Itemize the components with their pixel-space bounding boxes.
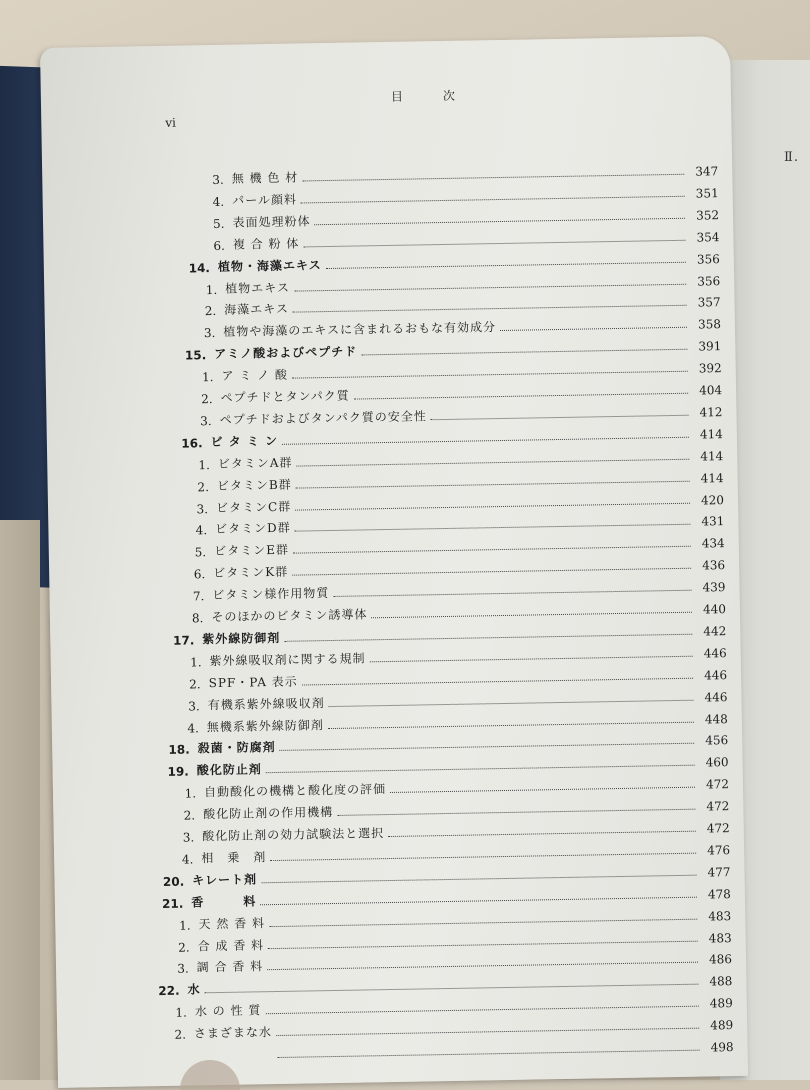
toc-title: 水 の 性 質 (194, 1003, 262, 1019)
toc-number: 22. (158, 984, 180, 999)
toc-number: 2. (183, 808, 196, 823)
toc-page-number: 440 (702, 602, 727, 617)
toc-dot-leader (371, 612, 691, 619)
toc-page-number: 356 (696, 251, 720, 267)
toc-number: 2. (174, 1027, 187, 1042)
toc-page-number: 460 (705, 755, 729, 770)
toc-number: 4. (195, 523, 208, 538)
toc-title: 酸化防止剤 (196, 762, 262, 778)
toc-page-number: 439 (702, 580, 726, 595)
toc-number: 1. (190, 655, 202, 670)
toc-title: さまざまな水 (193, 1025, 273, 1041)
toc-page-number: 354 (696, 229, 720, 245)
toc-page-number: 472 (706, 799, 730, 814)
toc-page-number: 414 (700, 448, 724, 464)
toc-page-number: 488 (709, 974, 733, 989)
toc-title: 水 (187, 982, 201, 997)
toc-title: 植物・海藻エキス (217, 257, 322, 274)
toc-number: 5. (194, 545, 207, 560)
toc-number: 2. (197, 479, 210, 494)
toc-dot-leader (296, 480, 690, 488)
toc-title: 香 料 (191, 894, 257, 910)
toc-number: 1. (175, 1005, 188, 1020)
toc-title: ビ タ ミ ン (210, 433, 279, 449)
toc-page-number: 446 (704, 689, 728, 705)
background-fabric-lower (0, 520, 40, 1080)
toc-page-number: 448 (704, 711, 728, 726)
toc-number: 2. (201, 392, 213, 407)
toc-number: 3. (188, 698, 200, 714)
toc-number: 3. (212, 172, 224, 188)
toc-title: ビタミンK群 (213, 564, 289, 581)
toc-page-number: 483 (708, 908, 732, 924)
toc-dot-leader (388, 831, 696, 837)
toc-title: ア ミ ノ 酸 (221, 367, 289, 383)
toc-page-number: 347 (695, 164, 719, 179)
toc-dot-leader (500, 327, 687, 331)
toc-dot-leader (282, 437, 689, 445)
toc-title: そのほかのビタミン誘導体 (211, 607, 368, 625)
toc-page-number: 420 (700, 492, 725, 508)
toc-number: 20. (162, 874, 185, 889)
toc-page-number: 434 (701, 536, 725, 551)
toc-dot-leader (328, 721, 694, 728)
toc-page-number: 404 (699, 383, 723, 398)
toc-number: 4. (181, 852, 194, 867)
toc-number: 1. (205, 282, 218, 297)
toc-page-number: 477 (707, 864, 731, 880)
toc-page-number: 414 (700, 470, 724, 486)
toc-dot-leader (326, 261, 686, 268)
toc-number: 3. (177, 961, 189, 977)
toc-dot-leader (293, 305, 687, 313)
toc-title: 無機系紫外線防御剤 (206, 717, 324, 734)
toc-title: ビタミンB群 (216, 477, 292, 493)
toc-title: 表面処理粉体 (232, 214, 311, 230)
toc-dot-leader (329, 699, 694, 706)
toc-number: 3. (182, 830, 195, 845)
toc-title: 酸化防止剤の効力試験法と選択 (202, 826, 385, 844)
toc-number: 1. (179, 918, 191, 933)
toc-number: 5. (212, 216, 225, 231)
toc-title: 殺菌・防腐剤 (197, 740, 276, 756)
toc-number: 4. (187, 720, 199, 736)
toc-title: ビタミンD群 (214, 521, 291, 537)
toc-page-number: 431 (701, 514, 725, 529)
toc-title: アミノ酸およびペプチド (214, 344, 358, 362)
toc-dot-leader (295, 502, 690, 510)
toc-number: 21. (161, 896, 184, 911)
toc-title: 自動酸化の機構と酸化度の評価 (203, 782, 387, 800)
toc-page-number: 352 (695, 207, 720, 223)
toc-page-number: 478 (707, 886, 731, 902)
toc-page-number: 358 (697, 317, 722, 332)
toc-page-number: 442 (703, 624, 727, 639)
toc-title: 酸化防止剤の作用機構 (203, 805, 334, 822)
toc-page-number: 456 (705, 733, 729, 748)
toc-number: 1. (201, 370, 214, 385)
toc-number: 3. (200, 413, 212, 429)
toc-title: 植物や海藻のエキスに含まれるおもな有効成分 (223, 320, 497, 340)
toc-title: キレート剤 (192, 872, 258, 888)
toc-title: ビタミンC群 (215, 499, 292, 515)
toc-page-number: 436 (702, 558, 726, 573)
toc-dot-leader (292, 371, 688, 379)
toc-page-number: 489 (710, 1018, 734, 1033)
toc-title: 紫外線防御剤 (202, 630, 281, 647)
page-header: 目 次 (390, 88, 470, 104)
toc-title: ペプチドとタンパク質 (220, 388, 350, 405)
toc-dot-leader (390, 787, 695, 793)
toc-dot-leader (354, 393, 688, 400)
book-page (40, 36, 748, 1088)
toc-number: 6. (213, 238, 226, 253)
right-page-section-mark: Ⅱ. (784, 150, 799, 165)
page-number: vi (165, 115, 177, 130)
toc-page-number: 412 (699, 405, 723, 420)
toc-dot-leader (294, 283, 686, 291)
toc-title: 天 然 香 料 (198, 915, 266, 931)
toc-dot-leader (293, 546, 691, 554)
toc-number: 16. (181, 436, 203, 451)
toc-page-number: 391 (698, 339, 722, 354)
toc-number: 6. (193, 567, 206, 582)
toc-dot-leader (278, 1050, 700, 1058)
toc-number: 18. (168, 742, 190, 758)
toc-number: 8. (191, 611, 204, 626)
toc-dot-leader (302, 174, 684, 182)
toc-page-number: 351 (695, 186, 719, 201)
toc-number: 1. (198, 457, 210, 472)
toc-dot-leader (370, 655, 693, 662)
toc-dot-leader (333, 590, 691, 597)
toc-dot-leader (337, 809, 695, 816)
toc-page-number: 392 (698, 361, 722, 376)
toc-number: 2. (178, 940, 190, 955)
toc-title: ビタミンA群 (217, 455, 293, 471)
toc-title: ビタミン様作用物質 (212, 586, 330, 603)
toc-number: 4. (212, 194, 225, 209)
toc-page-number: 414 (699, 426, 723, 442)
toc-page-number: 498 (710, 1040, 734, 1055)
toc-title: 調 合 香 料 (196, 959, 264, 975)
toc-number: 17. (172, 633, 195, 648)
toc-page-number: 472 (706, 821, 730, 836)
toc-dot-leader (295, 524, 691, 532)
toc-page-number: 486 (708, 952, 733, 967)
toc-page-number: 472 (705, 777, 730, 792)
toc-title: パール顔料 (232, 192, 298, 208)
toc-dot-leader (361, 349, 687, 356)
toc-number: 2. (204, 304, 217, 319)
toc-number: 1. (184, 786, 197, 801)
toc-number: 3. (196, 501, 209, 516)
toc-number: 7. (192, 589, 205, 604)
toc-title: SPF・PA 表示 (208, 674, 298, 690)
toc-dot-leader (315, 218, 685, 225)
toc-page-number: 489 (709, 996, 733, 1011)
toc-dot-leader (292, 568, 691, 576)
toc-title: 紫外線吸収剤に関する規制 (209, 651, 366, 668)
toc-page-number: 446 (704, 667, 728, 683)
toc-number: 14. (188, 260, 211, 276)
toc-page-number: 356 (697, 273, 721, 289)
toc-page-number: 357 (697, 295, 721, 310)
toc-number: 2. (189, 676, 201, 692)
toc-title: 有機系紫外線吸収剤 (207, 695, 325, 712)
toc-title: ビタミンE群 (214, 543, 290, 559)
toc-number: 19. (167, 764, 189, 780)
toc-title: 植物エキス (225, 280, 291, 296)
toc-title: 合 成 香 料 (197, 937, 265, 953)
toc-page-number: 476 (707, 842, 731, 858)
toc-title: ペプチドおよびタンパク質の安全性 (219, 409, 427, 427)
toc-dot-leader (302, 677, 693, 685)
toc-dot-leader (431, 415, 689, 420)
toc-page-number: 483 (708, 930, 732, 945)
toc-dot-leader (297, 458, 690, 466)
toc-title: 複 合 粉 体 (232, 236, 300, 252)
toc-page-number: 446 (703, 645, 727, 661)
toc-dot-leader (284, 634, 692, 642)
toc-title: 無 機 色 材 (231, 170, 299, 186)
toc-title: 相 乗 剤 (201, 850, 267, 866)
toc-number: 15. (184, 348, 207, 363)
toc-dot-leader (303, 239, 685, 247)
toc-number: 3. (203, 326, 216, 341)
toc-dot-leader (301, 196, 685, 204)
toc-title: 海藻エキス (224, 302, 290, 318)
